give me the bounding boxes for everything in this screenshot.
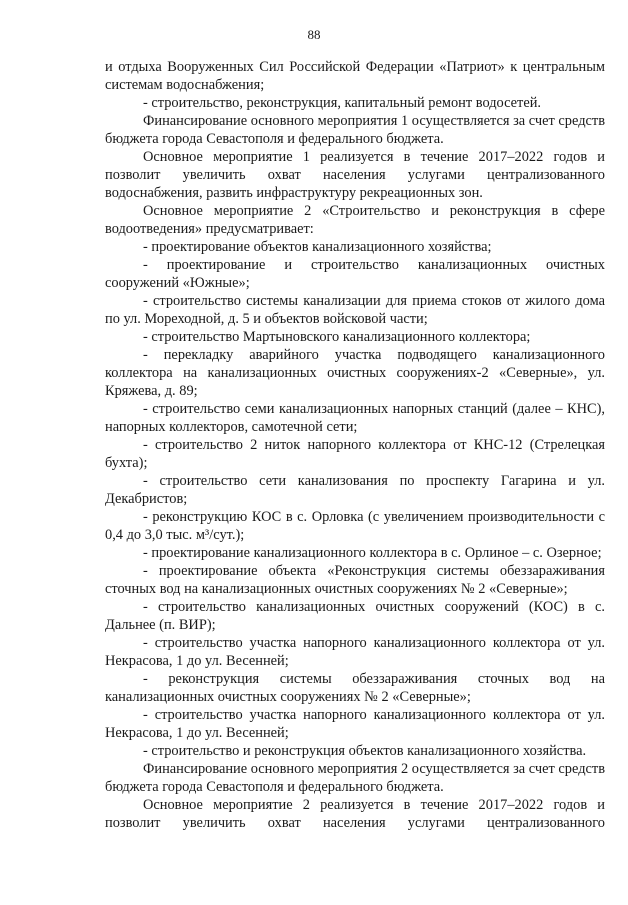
paragraph: Финансирование основного мероприятия 2 осуществляется за счет средств бюджета города Севастополя и федерального бюджета.: [105, 761, 605, 795]
list-item: - строительство системы канализации для приема стоков от жилого дома по ул. Мореходной, д. 5 и объектов войсковой части;: [105, 293, 605, 327]
list-item: - реконструкция системы обеззараживания сточных вод на канализационных очистных сооружениях № 2 «Северные»;: [105, 671, 605, 705]
list-item: - строительство 2 ниток напорного коллектора от КНС-12 (Стрелецкая бухта);: [105, 437, 605, 471]
list-item: - строительство и реконструкция объектов канализационного хозяйства.: [143, 743, 587, 759]
list-item: - перекладку аварийного участка подводящего канализационного коллектора на канализационных очистных сооружениях-2 «Северные», ул. Кряжева, д. 89;: [105, 347, 605, 399]
list-item: - строительство, реконструкция, капитальный ремонт водосетей.: [143, 95, 542, 111]
list-item: - проектирование и строительство канализационных очистных сооружений «Южные»;: [105, 257, 605, 291]
list-item: - строительство канализационных очистных сооружений (КОС) в с. Дальнее (п. ВИР);: [105, 599, 605, 633]
list-item: - строительство Мартыновского канализационного коллектора;: [143, 329, 531, 345]
list-item: - проектирование канализационного коллектора в с. Орлиное – с. Озерное;: [143, 545, 602, 561]
list-item: - строительство семи канализационных напорных станций (далее – КНС), напорных коллекторов, самотечной сети;: [105, 401, 605, 435]
list-item: - проектирование объекта «Реконструкция системы обеззараживания сточных вод на канализационных очистных сооружениях № 2 «Северные»;: [105, 563, 605, 597]
paragraph: и отдыха Вооруженных Сил Российской Федерации «Патриот» к центральным системам водоснабжения;: [105, 59, 605, 93]
paragraph: Основное мероприятие 2 «Строительство и реконструкция в сфере водоотведения» предусматривает:: [105, 203, 605, 237]
list-item: - строительство сети канализования по проспекту Гагарина и ул. Декабристов;: [105, 473, 605, 507]
paragraph: Финансирование основного мероприятия 1 осуществляется за счет средств бюджета города Севастополя и федерального бюджета.: [105, 113, 605, 147]
page-number: 88: [307, 27, 321, 42]
paragraph: Основное мероприятие 1 реализуется в течение 2017–2022 годов и позволит увеличить охват населения услугами централизованного водоснабжения, развить инфраструктуру рекреационных зон.: [105, 149, 605, 201]
list-item: - строительство участка напорного канализационного коллектора от ул. Некрасова, 1 до ул. Весенней;: [105, 635, 605, 669]
list-item: - проектирование объектов канализационного хозяйства;: [143, 239, 492, 255]
list-item: - строительство участка напорного канализационного коллектора от ул. Некрасова, 1 до ул. Весенней;: [105, 707, 605, 741]
paragraph: Основное мероприятие 2 реализуется в течение 2017–2022 годов и позволит увеличить охват населения услугами централизованного: [105, 797, 605, 831]
list-item: - реконструкцию КОС в с. Орловка (с увеличением производительности с 0,4 до 3,0 тыс. м³/сут.);: [105, 509, 605, 543]
document-body: [105, 58, 605, 832]
